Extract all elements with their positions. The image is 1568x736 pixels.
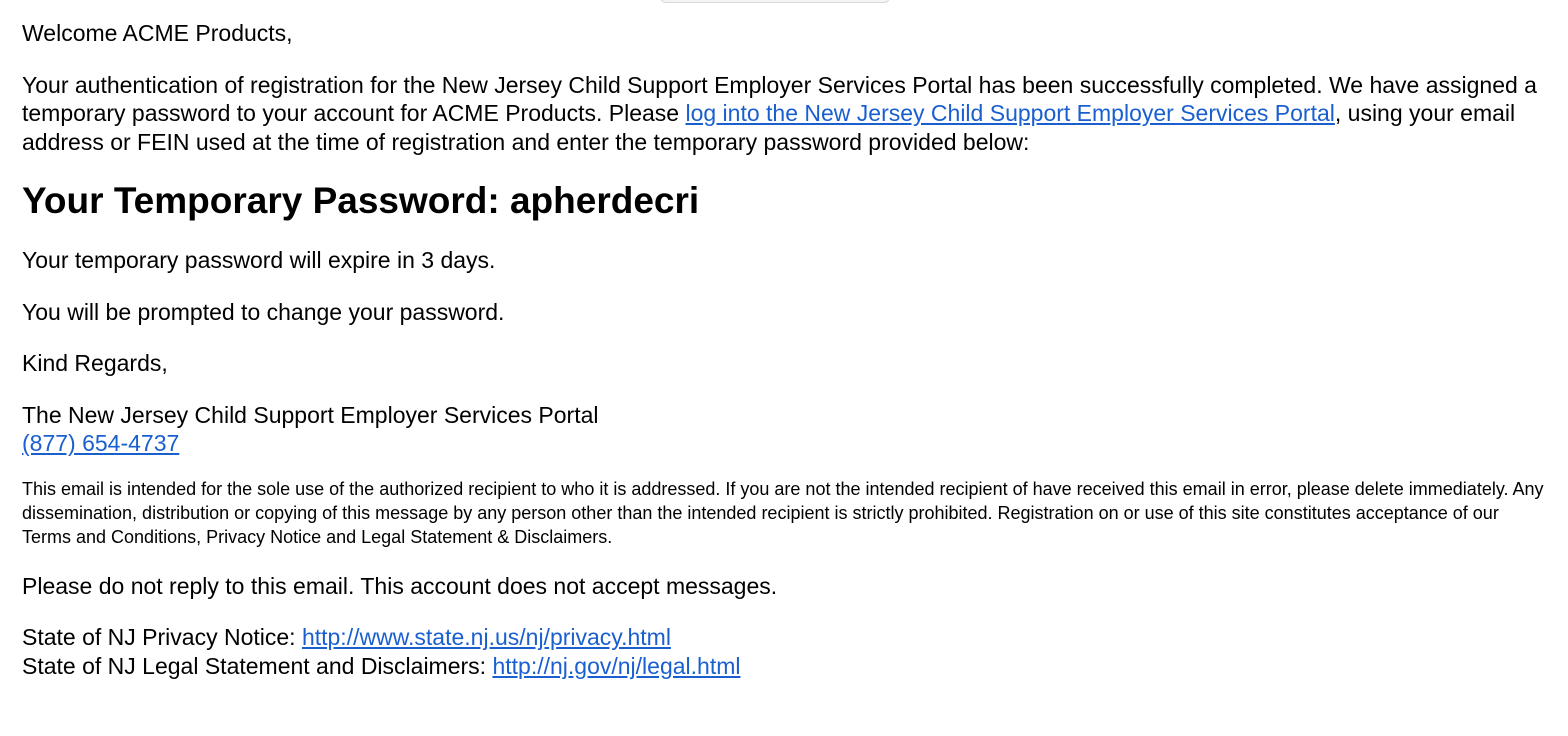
window-tab-handle <box>660 0 890 3</box>
intro-text-after-link: , using your email address or FEIN used at the time of registration and enter the temporary password provided below: <box>22 100 1516 155</box>
closing: Kind Regards, <box>22 350 168 376</box>
expire-notice: Your temporary password will expire in 3 days. <box>22 247 496 273</box>
intro-text-before-link: Your authentication of registration for the New Jersey Child Support Employer Services Portal has been successfully completed. We have assigned a temporary password to your account for ACME Products. Please <box>22 71 1537 126</box>
legal-statement-link[interactable]: http://nj.gov/nj/legal.html <box>492 652 741 679</box>
greeting: Welcome ACME Products, <box>22 20 293 46</box>
privacy-label: State of NJ Privacy Notice: <box>22 624 302 650</box>
portal-login-link[interactable]: log into the New Jersey Child Support Employer Services Portal <box>685 100 1335 126</box>
phone-link[interactable]: (877) 654-4737 <box>22 430 180 456</box>
email-body <box>22 19 1552 680</box>
privacy-notice-link[interactable]: http://www.state.nj.us/nj/privacy.html <box>301 624 671 650</box>
intro-paragraph <box>22 71 1552 157</box>
change-password-notice: You will be prompted to change your password. <box>22 298 505 325</box>
temporary-password-heading: Your Temporary Password: apherdecri <box>22 180 700 221</box>
no-reply-notice: Please do not reply to this email. This account does not accept messages. <box>22 572 778 599</box>
legal-label: State of NJ Legal Statement and Disclaimers: <box>22 652 493 679</box>
signature <box>22 401 1552 458</box>
signature-name: The New Jersey Child Support Employer Services Portal <box>22 401 599 428</box>
disclaimer-text: This email is intended for the sole use of the authorized recipient to who it is addressed. If you are not the intended recipient of have received this email in error, please delete immediately. Any dissemination, distribution or copying of this message by any person other than the intended recipient is strictly prohibited. Registration on or use of this site constitutes acceptance of our Terms and Conditions, Privacy Notice and Legal Statement & Disclaimers. <box>22 478 1544 547</box>
footer-links <box>22 623 1552 680</box>
